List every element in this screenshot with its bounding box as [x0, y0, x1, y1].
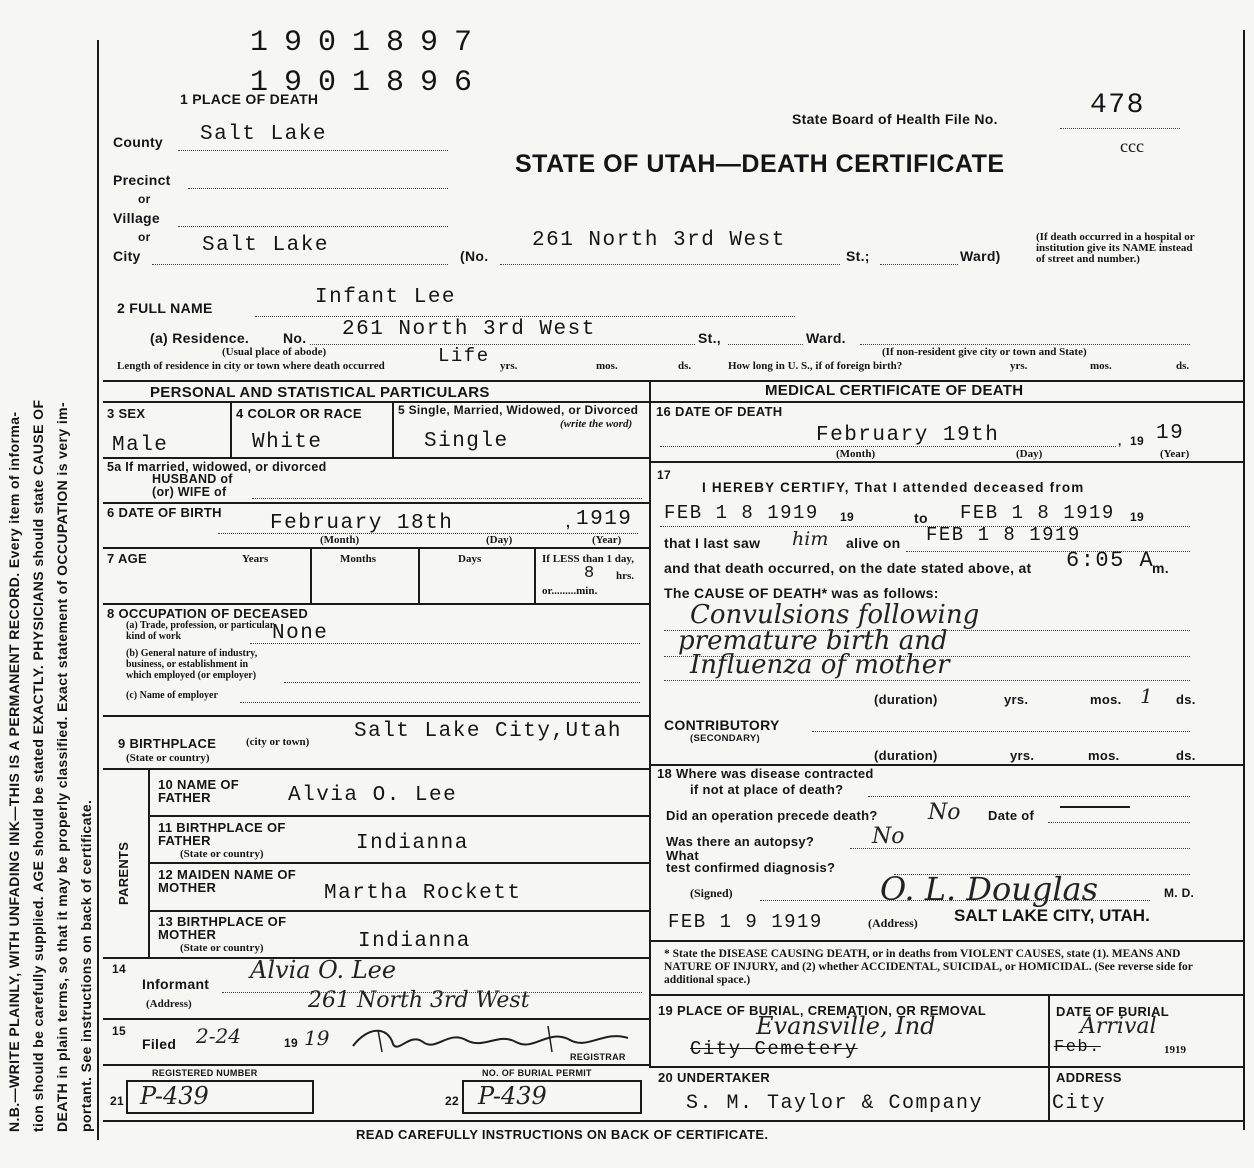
alive-date: FEB 1 8 1919: [926, 524, 1081, 546]
m-label: m.: [1152, 560, 1169, 576]
md-label: M. D.: [1164, 886, 1195, 900]
full-name-line: [255, 316, 795, 317]
village-label: Village: [113, 210, 160, 226]
occupation-b-line: [284, 682, 640, 683]
birthplace-label: 9 BIRTHPLACE: [118, 736, 217, 751]
bottom-line: [103, 1120, 1243, 1122]
test-label: test confirmed diagnosis?: [666, 860, 836, 875]
burial-place-value: Evansville, Ind: [756, 1012, 936, 1040]
cause-line-3: Influenza of mother: [690, 650, 950, 680]
undertaker-label: 20 UNDERTAKER: [658, 1070, 771, 1085]
residence-st-label: St.,: [698, 330, 721, 346]
dob-year: 1919: [576, 508, 633, 531]
permit-label: NO. OF BURIAL PERMIT: [482, 1068, 592, 1078]
precinct-line: [188, 188, 448, 189]
row-line-footnote: [649, 994, 1243, 996]
residence-label: (a) Residence.: [150, 330, 250, 346]
father-label: 10 NAME OF FATHER: [158, 777, 240, 805]
sex-value: Male: [112, 434, 169, 457]
registered-prefix: 21: [110, 1094, 124, 1108]
street-st-label: St.;: [846, 248, 870, 264]
operation-value: No: [928, 800, 961, 825]
village-line: [178, 226, 448, 227]
dod-month-cap: (Month): [836, 448, 876, 460]
file-no-label: State Board of Health File No.: [792, 111, 998, 127]
street-line: [500, 264, 840, 265]
dob-day-cap: (Day): [486, 534, 513, 546]
street-value: 261 North 3rd West: [532, 229, 786, 252]
contributory-line: [812, 731, 1190, 732]
occupation-c-line: [240, 702, 640, 703]
cause-label: The CAUSE OF DEATH* was as follows:: [664, 585, 939, 601]
mother-birthplace-sub: (State or country): [180, 942, 264, 954]
residence-no-label: No.: [283, 330, 307, 346]
doctor-address: SALT LAKE CITY, UTAH.: [954, 906, 1150, 925]
undertaker-address-value: City: [1052, 1092, 1107, 1115]
father-birthplace-value: Indianna: [356, 832, 469, 855]
contracted-line: [868, 796, 1190, 797]
duration-mos: mos.: [1090, 692, 1122, 707]
dob-value: February 18th: [270, 512, 454, 535]
registered-label: REGISTERED NUMBER: [152, 1068, 258, 1078]
occupation-label: 8 OCCUPATION OF DECEASED: [107, 606, 309, 621]
autopsy-value: No: [872, 824, 905, 849]
residence-ward-label: Ward.: [806, 330, 846, 346]
dob-month-cap: (Month): [320, 534, 360, 546]
filed-num: 15: [112, 1024, 126, 1038]
less-label: If LESS than 1 day,: [542, 553, 635, 565]
informant-address-label: (Address): [146, 998, 192, 1010]
sidebar-line-1: N.B.—WRITE PLAINLY, WITH UNFADING INK—THIS IS A PERMANENT RECORD. Every item of informa-: [6, 411, 22, 1132]
min-label: or.........min.: [542, 585, 598, 597]
row-line-burial: [649, 1066, 1243, 1068]
residence-line: [310, 344, 695, 345]
dod-value: February 19th: [816, 424, 1000, 447]
autopsy-line: [850, 848, 1190, 849]
dod-year-prefix: 19: [1130, 434, 1144, 448]
certificate-number-1: 1901897: [250, 26, 489, 60]
row-line-sex: [103, 457, 649, 459]
filed-year: 19: [304, 1026, 330, 1050]
date-of-line: [1048, 822, 1190, 823]
file-no-value: 478: [1090, 90, 1145, 121]
marital-value: Single: [424, 430, 509, 453]
city-label: City: [113, 248, 141, 264]
burial-year-prefix: 1919: [1164, 1044, 1186, 1056]
street-no-label: (No.: [460, 248, 489, 264]
dob-label: 6 DATE OF BIRTH: [107, 505, 222, 520]
age-days-cap: Days: [458, 553, 482, 565]
signed-label: (Signed): [690, 886, 733, 900]
to-label: to: [914, 510, 928, 526]
length-label: Length of residence in city or town where death occurred: [117, 360, 385, 372]
informant-num: 14: [112, 962, 126, 976]
sex-label: 3 SEX: [107, 406, 146, 421]
informant-label: Informant: [142, 976, 210, 992]
file-no-line: [1060, 128, 1180, 129]
length-value: Life: [438, 345, 490, 367]
section-top-line: [103, 380, 1243, 382]
hours-value: 8: [584, 564, 596, 583]
filed-year-prefix: 19: [284, 1036, 298, 1050]
color-divider: [392, 401, 394, 457]
undertaker-address-label: ADDRESS: [1056, 1070, 1122, 1085]
father-value: Alvia O. Lee: [288, 784, 458, 807]
mother-birthplace-label: 13 BIRTHPLACE OF MOTHER: [158, 914, 287, 942]
contracted-sub: if not at place of death?: [690, 782, 844, 797]
sidebar-line-3: DEATH in plain terms, so that it may be properly classified. Exact statement of OCCUPATION is very im-: [54, 401, 70, 1132]
length-ds: ds.: [678, 360, 692, 372]
row-line-age: [103, 603, 649, 605]
age-divider-1: [310, 547, 312, 603]
color-value: White: [252, 431, 323, 454]
occupation-c: (c) Name of employer: [126, 690, 218, 701]
cause-rule-3: [664, 680, 1190, 681]
residence-ward-value-line: [860, 344, 1190, 345]
burial-date-struck: Feb.: [1054, 1038, 1101, 1057]
nonres-note: (If non-resident give city or town and State): [882, 346, 1087, 358]
age-label: 7 AGE: [107, 551, 148, 566]
birthplace-sub: (city or town): [246, 736, 310, 748]
from-19: 19: [840, 510, 854, 524]
occupation-line: [250, 643, 640, 644]
length-mos: mos.: [596, 360, 618, 372]
dod-label: 16 DATE OF DEATH: [656, 404, 783, 419]
operation-label: Did an operation precede death?: [666, 808, 878, 823]
us-ds: ds.: [1176, 360, 1190, 372]
burial-date-value: Arrival: [1080, 1014, 1157, 1039]
full-name-value: Infant Lee: [315, 286, 457, 309]
spouse-label-3: (or) WIFE of: [152, 485, 227, 499]
mother-label: 12 MAIDEN NAME OF MOTHER: [158, 867, 297, 895]
burial-date-label: DATE OF BURIAL: [1056, 1004, 1170, 1019]
alive-on-label: alive on: [846, 535, 901, 551]
or-1: or: [138, 192, 151, 206]
or-2: or: [138, 230, 151, 244]
dod-year: 19: [1156, 422, 1185, 445]
spouse-label-2: HUSBAND of: [152, 472, 233, 486]
city-line: [152, 264, 448, 265]
autopsy-label: Was there an autopsy?: [666, 834, 815, 849]
occupation-value: None: [272, 622, 329, 645]
birthplace-state: (State or country): [126, 752, 210, 764]
residence-ward-line: [728, 344, 803, 345]
attended-line: [660, 526, 1190, 527]
age-divider-3: [534, 547, 536, 603]
us-yrs: yrs.: [1010, 360, 1028, 372]
time-value: 6:05 A: [1066, 548, 1155, 573]
age-divider-2: [418, 547, 420, 603]
doctor-signature: O. L. Douglas: [880, 870, 1099, 908]
death-occurred-label: and that death occurred, on the date stated above, at: [664, 560, 1032, 576]
duration2-label: (duration): [874, 748, 938, 763]
row-line-filed: [103, 1064, 649, 1066]
occupation-a: (a) Trade, profession, or particular kind of work: [126, 620, 274, 642]
row-line-dob: [103, 547, 649, 549]
dob-comma: ,: [566, 514, 571, 530]
duration2-yrs: yrs.: [1010, 748, 1035, 763]
informant-value: Alvia O. Lee: [250, 956, 397, 984]
num-17: 17: [657, 468, 671, 482]
contributory-label: CONTRIBUTORY: [664, 717, 780, 733]
dod-day-cap: (Day): [1016, 448, 1043, 460]
footer-instructions: READ CAREFULLY INSTRUCTIONS ON BACK OF CERTIFICATE.: [356, 1127, 769, 1142]
filed-label: Filed: [142, 1036, 177, 1052]
precinct-label: Precinct: [113, 172, 171, 188]
from-date: FEB 1 8 1919: [664, 502, 819, 524]
length-yrs: yrs.: [500, 360, 518, 372]
row-line-dod: [649, 461, 1243, 463]
certificate-title: STATE OF UTAH—DEATH CERTIFICATE: [515, 150, 1005, 178]
certificate-number-2: 1901896: [250, 66, 489, 100]
contracted-label: 18 Where was disease contracted: [657, 766, 874, 781]
county-line: [178, 150, 448, 151]
address-label: (Address): [868, 916, 918, 930]
parents-label: PARENTS: [116, 841, 131, 905]
age-months-cap: Months: [340, 553, 377, 565]
ward-label: Ward): [960, 248, 1001, 264]
certify-text: I HEREBY CERTIFY, That I attended deceased from: [702, 480, 1085, 495]
sidebar-line-4: portant. See instructions on back of certificate.: [78, 799, 94, 1132]
row-line-spouse: [103, 502, 649, 504]
date-of-dash: [1060, 806, 1130, 808]
burial-place-label: 19 PLACE OF BURIAL, CREMATION, OR REMOVAL: [658, 1003, 987, 1018]
us-mos: mos.: [1090, 360, 1112, 372]
row-line-mother: [148, 910, 649, 912]
duration-value: 1: [1140, 684, 1153, 708]
row-line-signed: [649, 940, 1243, 942]
place-of-death-label: 1 PLACE OF DEATH: [180, 91, 319, 107]
burial-place-struck: City Cemetery: [690, 1038, 858, 1060]
signed-line: [760, 900, 1150, 901]
ward-line: [880, 264, 958, 265]
section-header-line: [103, 401, 1243, 403]
him-value: him: [792, 528, 829, 550]
permit-value: P-439: [478, 1082, 547, 1110]
what-label: What: [666, 848, 699, 863]
to-date: FEB 1 8 1919: [960, 502, 1115, 524]
spouse-line: [252, 498, 642, 499]
registered-value: P-439: [140, 1082, 209, 1110]
row-line-father: [148, 815, 649, 817]
row-line-father-bp: [148, 862, 649, 864]
birthplace-value: Salt Lake City,Utah: [354, 720, 622, 743]
frame-right: [1243, 30, 1245, 1130]
sidebar-line-2: tion should be carefully supplied. AGE should be stated EXACTLY. PHYSICIANS should state CAUSE OF: [30, 399, 46, 1132]
registrar-label: REGISTRAR: [570, 1052, 626, 1062]
informant-address-value: 261 North 3rd West: [308, 988, 530, 1013]
cause-line-1: Convulsions following: [690, 600, 980, 630]
duration-label: (duration): [874, 692, 938, 707]
mother-birthplace-value: Indianna: [358, 930, 471, 953]
duration2-mos: mos.: [1088, 748, 1120, 763]
hrs-label: hrs.: [616, 570, 635, 582]
marital-note: (write the word): [560, 418, 633, 430]
duration2-ds: ds.: [1176, 748, 1196, 763]
county-value: Salt Lake: [200, 123, 327, 146]
to-19: 19: [1130, 510, 1144, 524]
center-divider: [649, 380, 651, 1066]
file-extra: ccc: [1120, 136, 1144, 156]
father-birthplace-sub: (State or country): [180, 848, 264, 860]
city-value: Salt Lake: [202, 234, 329, 257]
father-birthplace-label: 11 BIRTHPLACE OF FATHER: [158, 820, 286, 848]
dob-year-cap: (Year): [592, 534, 622, 546]
signed-date: FEB 1 9 1919: [668, 911, 823, 933]
hospital-note: (If death occurred in a hospital or institution give its NAME instead of street and number.): [1036, 231, 1195, 265]
last-saw-label: that I last saw: [664, 535, 761, 551]
permit-prefix: 22: [445, 1094, 459, 1108]
burial-divider: [1048, 994, 1050, 1120]
duration-ds: ds.: [1176, 692, 1196, 707]
us-label: How long in U. S., if of foreign birth?: [728, 360, 903, 372]
frame-left: [97, 40, 99, 1140]
row-line-occupation: [103, 715, 649, 717]
spouse-label-1: 5a If married, widowed, or divorced: [107, 460, 327, 474]
secondary-label: (SECONDARY): [690, 733, 760, 744]
color-label: 4 COLOR OR RACE: [236, 406, 362, 421]
medical-heading: MEDICAL CERTIFICATE OF DEATH: [765, 382, 1024, 399]
personal-heading: PERSONAL AND STATISTICAL PARTICULARS: [150, 384, 490, 401]
row-line-birthplace: [103, 768, 649, 770]
date-of-label: Date of: [988, 808, 1035, 823]
mother-value: Martha Rockett: [324, 882, 522, 905]
dod-year-cap: (Year): [1160, 448, 1190, 460]
cause-line-2: premature birth and: [678, 626, 948, 656]
filed-value: 2-24: [196, 1024, 241, 1048]
dod-comma: ,: [1118, 434, 1122, 448]
age-years-cap: Years: [242, 553, 269, 565]
sex-divider: [230, 401, 232, 457]
occupation-b: (b) General nature of industry, business, or establishment in which employed (or employer): [126, 648, 258, 681]
full-name-label: 2 FULL NAME: [117, 300, 213, 316]
residence-value: 261 North 3rd West: [342, 318, 596, 341]
county-label: County: [113, 134, 164, 150]
footnote: * State the DISEASE CAUSING DEATH, or in deaths from VIOLENT CAUSES, state (1). MEANS AND NATURE OF INJURY, and (2) whether ACCIDENTAL, SUICIDAL, or HOMICIDAL. (See reverse side for additional space.): [664, 948, 1193, 986]
instructions-sidebar: [0, 40, 92, 1130]
marital-label: 5 Single, Married, Widowed, or Divorced: [398, 403, 639, 417]
undertaker-value: S. M. Taylor & Company: [686, 1092, 984, 1115]
abode-note: (Usual place of abode): [222, 346, 327, 358]
duration-yrs: yrs.: [1004, 692, 1029, 707]
